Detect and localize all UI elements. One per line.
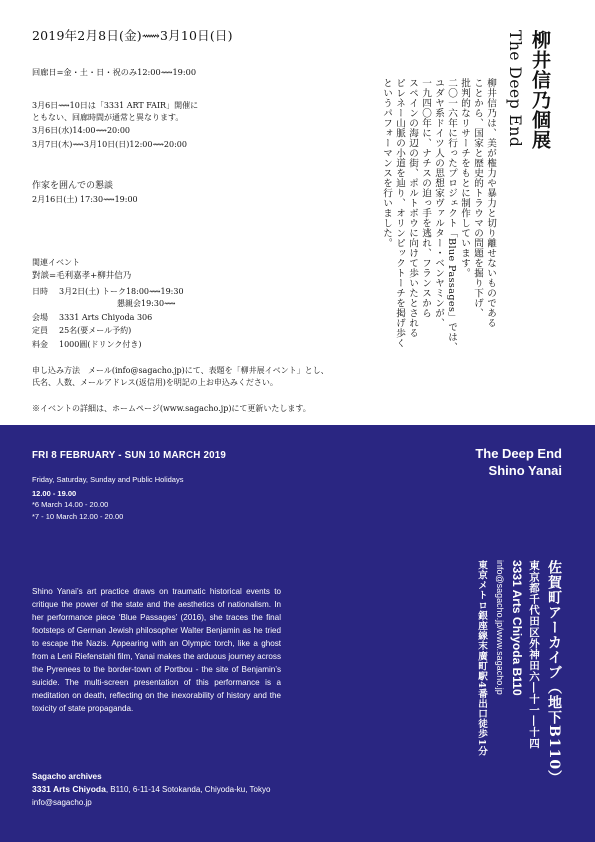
jp-venue-building: 3331 Arts Chiyoda B110 (510, 560, 524, 696)
jp-note: 3月6日⟿10日は「3331 ART FAIR」開催に (32, 101, 199, 110)
jp-talk-heading: 作家を囲んでの懇談 (32, 181, 114, 191)
venue-name: Sagacho archives (32, 772, 102, 781)
jp-apply-line: 申し込み方法 メール(info@sagacho.jp)にて、表題を「柳井展イベント」とし、 (32, 366, 329, 375)
jp-venue-contact[interactable]: info@sagacho.jp/www.sagacho.jp (495, 560, 505, 695)
jp-related-heading: 関連イベント (32, 258, 80, 267)
detail-key: 定員 (32, 326, 48, 335)
en-dates: FRI 8 FEBRUARY - SUN 10 MARCH 2019 (32, 450, 227, 461)
jp-body-column: 二〇一六年に行ったプロジェクト「Blue Passages」では、 (446, 78, 457, 353)
jp-note: ともない、回廊時間が通常と異なります。 (32, 113, 184, 122)
en-hours-line: *7 - 10 March 12.00 - 20.00 (32, 512, 124, 521)
jp-note: 3月7日(木)⟿3月10日(日)12:00⟿20:00 (32, 140, 187, 149)
jp-related-title: 對談=毛利嘉孝+柳井信乃 (32, 271, 132, 281)
jp-exhibition-subtitle: The Deep End (506, 30, 524, 148)
en-hours-line: Friday, Saturday, Sunday and Public Holidays (32, 475, 184, 484)
en-body-text: Shino Yanai’s art practice draws on traumatic historical events to critique the power of the state and the aesthetics of nationalism. In her performance piece ‘Blue Passages’ (2016), she traces the final footsteps of German Jewish philosopher Walter Benjamin as he tried to escape the Nazis. Appearing with an Olympic torch, like a ghost from a Leni Riefenstahl film, Yanai makes the arduous journey across the Pyrenees to the border-town of Portbou - the site of Benjamin’s suicide. The multi-screen presentation of this performance is a meditation on death, reflecting on the inexorability of history and the toxicity of state propaganda. (32, 587, 281, 713)
en-artist-name: Shino Yanai (488, 463, 562, 478)
jp-exhibition-title: 柳井信乃個展 (529, 30, 551, 150)
detail-row-party (32, 298, 176, 309)
detail-row-datetime (32, 286, 184, 297)
jp-body-column: ユダヤ系ドイツ人の思想家ヴァルター・ベンヤミンが、 (433, 78, 444, 328)
detail-key: 料金 (32, 340, 48, 349)
detail-value: 1000圓(ドリンク付き) (59, 340, 142, 349)
jp-note: 3月6日(水)14:00⟿20:00 (32, 126, 130, 135)
detail-value: 25名(要メール予約) (59, 326, 132, 335)
jp-body-column: スペインの海辺の街、ポルトボウに向けて歩いたとされる (407, 78, 418, 338)
jp-detail-note: ※イベントの詳細は、ホームページ(www.sagacho.jp)にて更新いたします。 (32, 404, 311, 413)
detail-row-fee (32, 339, 141, 350)
en-hours-line: 12.00 - 19.00 (32, 489, 77, 498)
en-hours-line: *6 March 14.00 - 20.00 (32, 500, 109, 509)
en-exhibition-title: The Deep End (475, 446, 562, 461)
venue-address (32, 784, 270, 794)
jp-date-title: 2019年2月8日(金)⟿3月10日(日) (32, 28, 233, 43)
detail-row-venue (32, 312, 152, 323)
detail-value: 3月2日(土) トーク18:00⟿19:30 (59, 287, 184, 296)
jp-venue-access: 東京メトロ銀座線末廣町駅4番出口徒歩1分 (476, 560, 487, 757)
jp-body-column: ピレネー山脈の小道を辿り、オリンピックトーチを掲げ歩く (394, 78, 405, 348)
venue-email[interactable]: info@sagacho.jp (32, 798, 92, 807)
jp-body-column: というパフォーマンスを行いました。 (381, 78, 392, 248)
jp-body-column: 一九四〇年に、ナチスの迫っ手を逃れ、フランスから (420, 78, 431, 318)
jp-hours: 回廊日=金・土・日・祝のみ12:00⟿19:00 (32, 67, 197, 77)
detail-key: 日時 (32, 287, 48, 296)
venue-building: 3331 Arts Chiyoda (32, 784, 106, 794)
detail-value: 3331 Arts Chiyoda 306 (59, 313, 153, 322)
jp-venue-address: 東京都千代田区外神田六―十一―十四 (528, 560, 540, 749)
jp-venue-name: 佐賀町アーカイブ（地下B110） (546, 560, 562, 786)
venue-street: , B110, 6-11-14 Sotokanda, Chiyoda-ku, Tokyo (105, 785, 271, 794)
jp-apply-line: 氏名、人数、メールアドレス(返信用)を明記の上お申込みください。 (32, 378, 278, 387)
detail-value: 懇親会19:30⟿ (117, 299, 176, 308)
jp-body-column: ことから、国家と歴史的トラウマの問題を掘り下げ、 (472, 78, 483, 318)
detail-key: 会場 (32, 313, 48, 322)
jp-talk-date: 2月16日(土) 17:30⟿19:00 (32, 195, 138, 204)
jp-body-column: 批判的なリサーチをもとに制作しています。 (459, 78, 470, 278)
jp-body-column: 柳井信乃は、美が権力や暴力と切り離せないものである (485, 78, 496, 328)
detail-row-capacity (32, 325, 131, 336)
